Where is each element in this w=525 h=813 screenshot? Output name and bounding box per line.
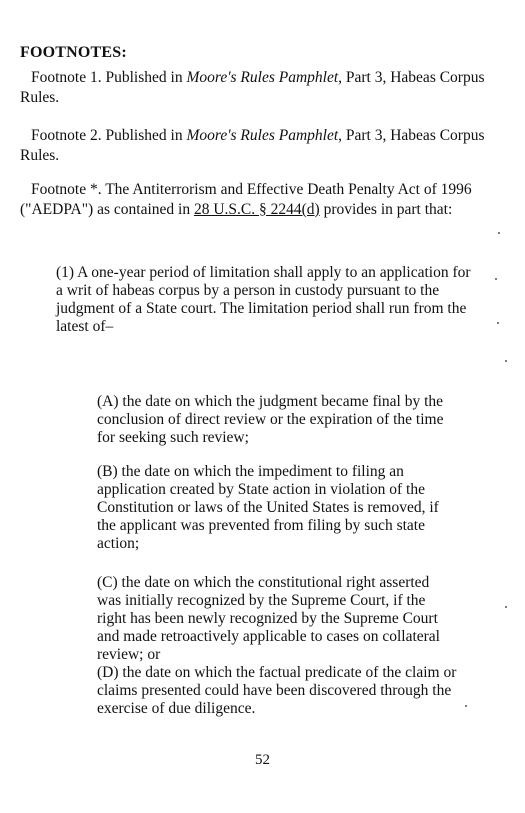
footnote-1 — [20, 68, 512, 108]
scan-speck — [497, 322, 499, 324]
footnote-2-title: Moore's Rules Pamphlet — [186, 127, 339, 144]
subsection-b: (B) the date on which the impediment to filing an application created by State action in violation of the Constitution or laws of the United States is removed, if the applicant was prevented from filing by such state action; — [97, 463, 439, 552]
subsection-c: (C) the date on which the constitutional right asserted was initially recognized by the Supreme Court, if the right has been newly recognized by the Supreme Court and made retroactively applicable to cases on collateral review; or — [97, 574, 440, 663]
footnote-1-title: Moore's Rules Pamphlet — [186, 69, 339, 86]
subsection-d: (D) the date on which the factual predicate of the claim or claims presented could have been discovered through the exercise of due diligence. — [97, 664, 457, 717]
subsection-a: (A) the date on which the judgment became final by the conclusion of direct review or the expiration of the time for seeking such review; — [97, 393, 444, 446]
statute-citation-link[interactable]: 28 U.S.C. § 2244(d) — [193, 201, 320, 218]
scan-speck — [498, 232, 500, 234]
footnote-2-suffix: , Part 3, Habeas Corpus Rules. — [20, 127, 485, 164]
footnote-star-suffix: provides in part that: — [319, 201, 453, 218]
footnote-star — [20, 180, 512, 220]
footnote-1-prefix: Footnote 1. Published in — [31, 69, 187, 86]
footnotes-heading: FOOTNOTES: — [20, 44, 127, 61]
scan-speck — [465, 705, 467, 707]
footnote-2 — [20, 126, 512, 166]
scan-speck — [505, 360, 507, 362]
footnote-1-suffix: , Part 3, Habeas Corpus Rules. — [20, 69, 485, 106]
page-number: 52 — [255, 752, 270, 768]
statute-quote: (1) A one-year period of limitation shall apply to an application for a writ of habeas corpus by a person in custody pursuant to the judgment of a State court. The limitation period shall run from the latest of– — [56, 264, 471, 335]
scan-speck — [495, 278, 497, 280]
scan-speck — [505, 606, 507, 608]
footnote-star-prefix: Footnote *. The Antiterrorism and Effective Death Penalty Act of 1996 ("AEDPA") as contained in — [20, 181, 472, 218]
footnote-2-prefix: Footnote 2. Published in — [31, 127, 187, 144]
